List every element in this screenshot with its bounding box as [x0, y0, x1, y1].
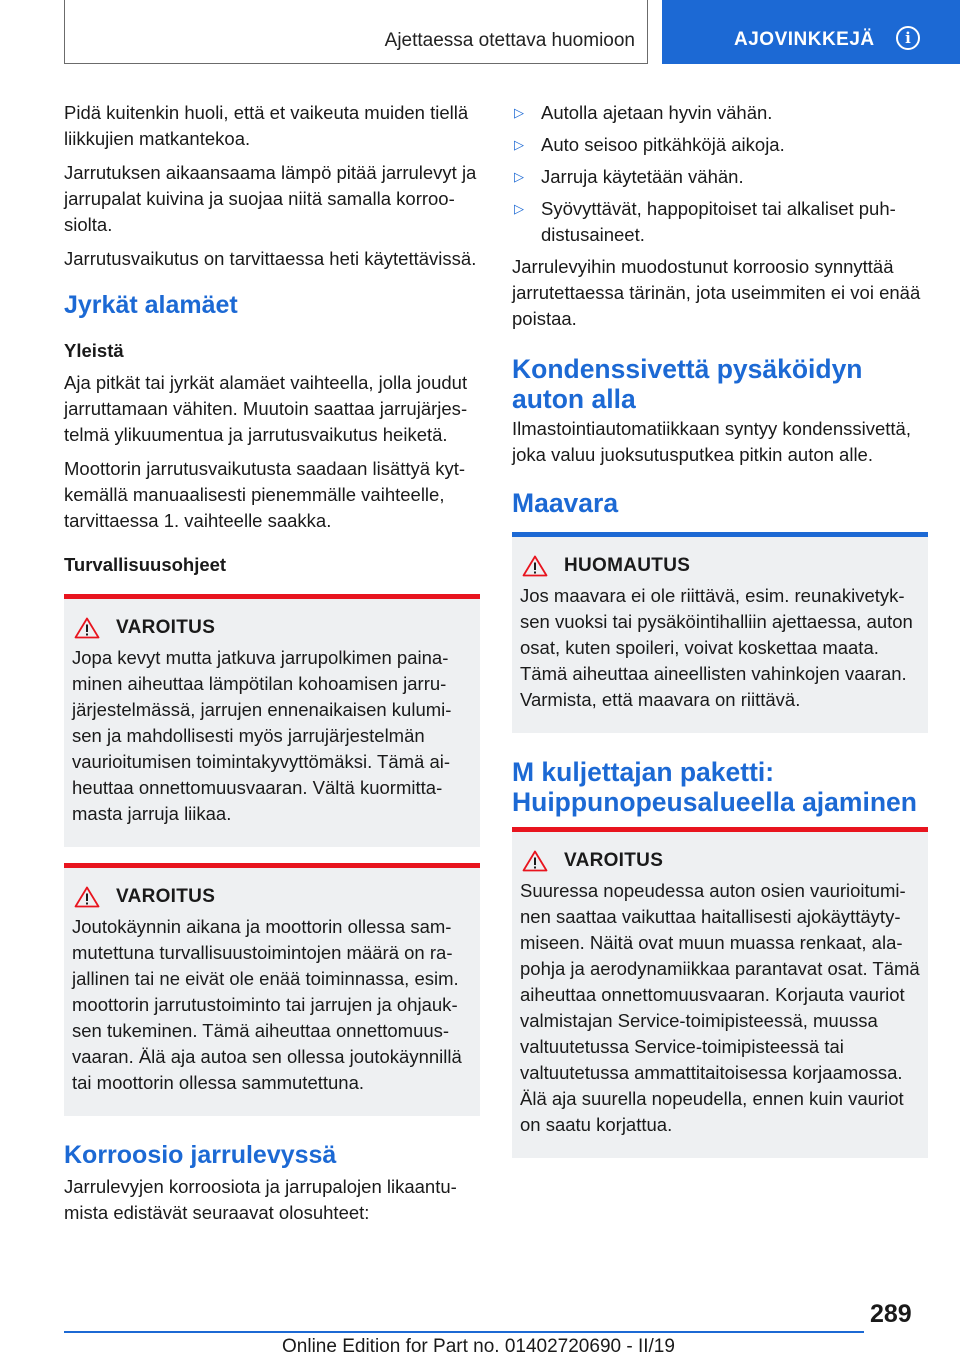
subheading-general: Yleistä [64, 340, 124, 361]
heading-steep-descents: Jyrkät alamäet [64, 291, 238, 319]
footer-edition: Online Edition for Part no. 01402720690 - II/19 [282, 1336, 675, 1357]
list-item: ▷ Jarruja käytetään vähän. [512, 164, 928, 190]
subheading-safety: Turvallisuusohjeet [64, 554, 227, 575]
warning-triangle-icon [522, 850, 548, 872]
chapter-title: Ajettaessa otettava huomioon [384, 30, 635, 51]
warning-triangle-icon [74, 617, 100, 639]
paragraph: Ilmastointiautomatiikkaan syntyy kondenssivettä, joka valuu juoksutusputkea pitkin auton alle. [512, 418, 911, 465]
triangle-right-icon: ▷ [514, 169, 524, 184]
paragraph: Pidä kuitenkin huoli, että et vaikeuta muiden tiellä liikkujien matkantekoa. [64, 102, 469, 149]
header-frame [64, 0, 648, 64]
heading-condensate: Kondenssivettä pysäköidyn auton alla [512, 354, 863, 414]
list-item: ▷ Auto seisoo pitkähköjä aikoja. [512, 132, 928, 158]
note-text: Jos maavara ei ole riittävä, esim. reunakivetyksen vuoksi tai pysäköintihalliin ajettaessa, auton osat, kuten spoileri, voivat koskettaa maata. Tämä aiheuttaa aineellisten vahinkojen vaaran. Varmista, että maavara on riittävä. [520, 585, 913, 710]
warning-text: Joutokäynnin aikana ja moottorin ollessa sammutettuna turvallisuustoimintojen määrä on rajallinen tai ne eivät ole enää toiminnassa, esim. moottorin jarrutustoiminto tai jarrujen ja ohjauksen tukeminen. Tämä aiheuttaa onnettomuusvaaran. Älä aja autoa sen ollessa joutokäynnillä tai moottorin ollessa sammutettuna. [72, 916, 462, 1093]
warning-triangle-icon [522, 555, 548, 577]
section-title: AJOVINKKEJÄ [734, 29, 875, 50]
warning-title: VAROITUS [564, 850, 664, 871]
heading-m-driver-package: M kuljettajan paketti: Huippunopeusalueella ajaminen [512, 757, 917, 817]
warning-triangle-icon [74, 886, 100, 908]
heading-brake-disc-corrosion: Korroosio jarrulevyssä [64, 1141, 337, 1169]
left-column [64, 100, 480, 1234]
warning-box [64, 863, 480, 1116]
triangle-right-icon: ▷ [514, 137, 524, 152]
paragraph: Jarrutusvaikutus on tarvittaessa heti käytettävissä. [64, 248, 477, 269]
triangle-right-icon: ▷ [514, 201, 524, 216]
warning-text: Suuressa nopeudessa auton osien vaurioituminen saattaa vaikuttaa haitallisesti ajokäyttäytymiseen. Näitä ovat muun muassa renkaat, alapohja ja aerodynamiikkaa parantavat osat. Tämä aiheuttaa onnettomuusvaaran. Korjauta vauriot valmistajan Service-toimipisteessä, muussa valtuutetussa Service-toimipisteessä tai valtuutetussa ammattitaitoisessa korjaamossa. Älä aja suurella nopeudella, ennen kuin vauriot on saatu korjattua. [520, 880, 920, 1135]
heading-ground-clearance: Maavara [512, 488, 619, 518]
conditions-list [512, 100, 928, 248]
note-title: HUOMAUTUS [564, 555, 691, 576]
paragraph: Aja pitkät tai jyrkät alamäet vaihteella, jolla joudut jarruttamaan vähiten. Muutoin saattaa jarrujärjestelmä ylikuumentua ja jarrutusvaikutus heiketä. [64, 372, 468, 445]
paragraph: Jarrulevyihin muodostunut korroosio synnyttää jarrutettaessa tärinän, jota useimmiten ei voi enää poistaa. [512, 256, 921, 329]
paragraph: Moottorin jarrutusvaikutusta saadaan lisättyä kytkemällä manuaalisesti pienemmälle vaihteelle, tarvittaessa 1. vaihteelle saakka. [64, 458, 466, 531]
info-icon[interactable]: i [896, 26, 920, 50]
section-tab[interactable] [662, 0, 960, 64]
warning-text: Jopa kevyt mutta jatkuva jarrupolkimen painaminen aiheuttaa lämpötilan kohoamisen jarrujärjestelmässä, jarrujen ennenaikaisen kulumisen ja mahdollisesti myös jarrujärjestelmän vaurioitumisen toimintakyvyttömäksi. Tämä aiheuttaa onnettomuusvaaran. Vältä kuormittamasta jarruja liikaa. [72, 647, 452, 824]
paragraph: Jarrutuksen aikaansaama lämpö pitää jarrulevyt ja jarrupalat kuivina ja suojaa niitä samalla korroosiolta. [64, 162, 477, 235]
footer-divider [64, 1331, 864, 1333]
paragraph: Jarrulevyjen korroosiota ja jarrupalojen likaantumista edistävät seuraavat olosuhteet: [64, 1176, 457, 1223]
warning-box [512, 827, 928, 1158]
note-box [512, 532, 928, 733]
list-item: ▷ Syövyttävät, happopitoiset tai alkaliset puhdistusaineet. [514, 198, 896, 245]
page-number: 289 [870, 1300, 912, 1328]
warning-box [64, 594, 480, 847]
warning-title: VAROITUS [116, 886, 216, 907]
right-column [512, 100, 928, 1174]
list-item: ▷ Autolla ajetaan hyvin vähän. [512, 100, 928, 126]
triangle-right-icon: ▷ [514, 105, 524, 120]
warning-title: VAROITUS [116, 617, 216, 638]
